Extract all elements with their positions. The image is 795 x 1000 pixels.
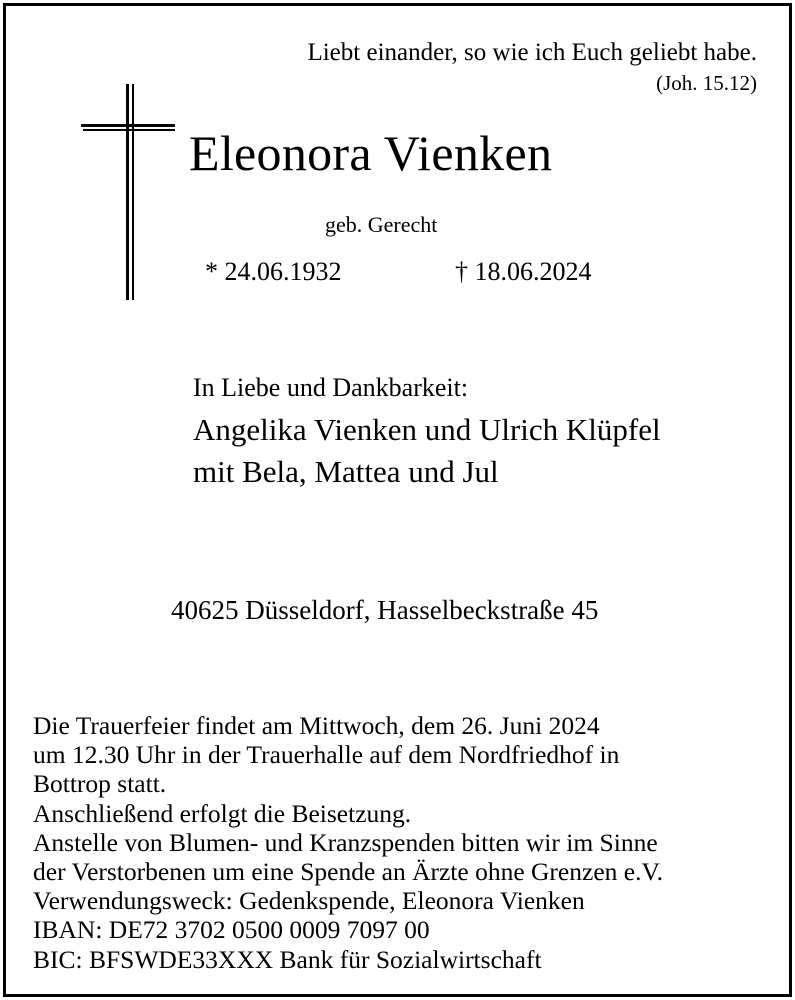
notice-line: Bottrop statt. [33, 769, 167, 799]
birth-date: * 24.06.1932 [205, 257, 342, 286]
family-address: 40625 Düsseldorf, Hasselbeckstraße 45 [171, 595, 599, 625]
mourners-line: mit Bela, Mattea und Jul [193, 454, 499, 489]
notice-line: Anschließend erfolgt die Beisetzung. [33, 798, 412, 828]
notice-line: um 12.30 Uhr in der Trauerhalle auf dem Nordfriedhof in [33, 740, 620, 770]
funeral-notice [33, 711, 663, 974]
notice-line: IBAN: DE72 3702 0500 0009 7097 00 [33, 915, 430, 945]
notice-line: Die Trauerfeier findet am Mittwoch, dem 26. Juni 2024 [33, 711, 600, 740]
mourners-line: Angelika Vienken und Ulrich Klüpfel [193, 412, 661, 447]
notice-line: Verwendungsweck: Gedenkspende, Eleonora Vienken [33, 886, 585, 916]
bible-verse-reference: (Joh. 15.12) [656, 71, 757, 95]
maiden-name: geb. Gerecht [325, 212, 438, 237]
bible-verse-text: Liebt einander, so wie ich Euch geliebt habe. [307, 39, 757, 66]
cross-icon [80, 84, 180, 300]
death-date: † 18.06.2024 [455, 257, 592, 286]
mourners-intro: In Liebe und Dankbarkeit: [193, 373, 469, 402]
notice-line: BIC: BFSWDE33XXX Bank für Sozialwirtschaft [33, 944, 542, 974]
notice-line: der Verstorbenen um eine Spende an Ärzte ohne Grenzen e.V. [33, 857, 663, 887]
notice-line: Anstelle von Blumen- und Kranzspenden bitten wir im Sinne [33, 827, 658, 857]
deceased-name: Eleonora Vienken [189, 125, 553, 181]
